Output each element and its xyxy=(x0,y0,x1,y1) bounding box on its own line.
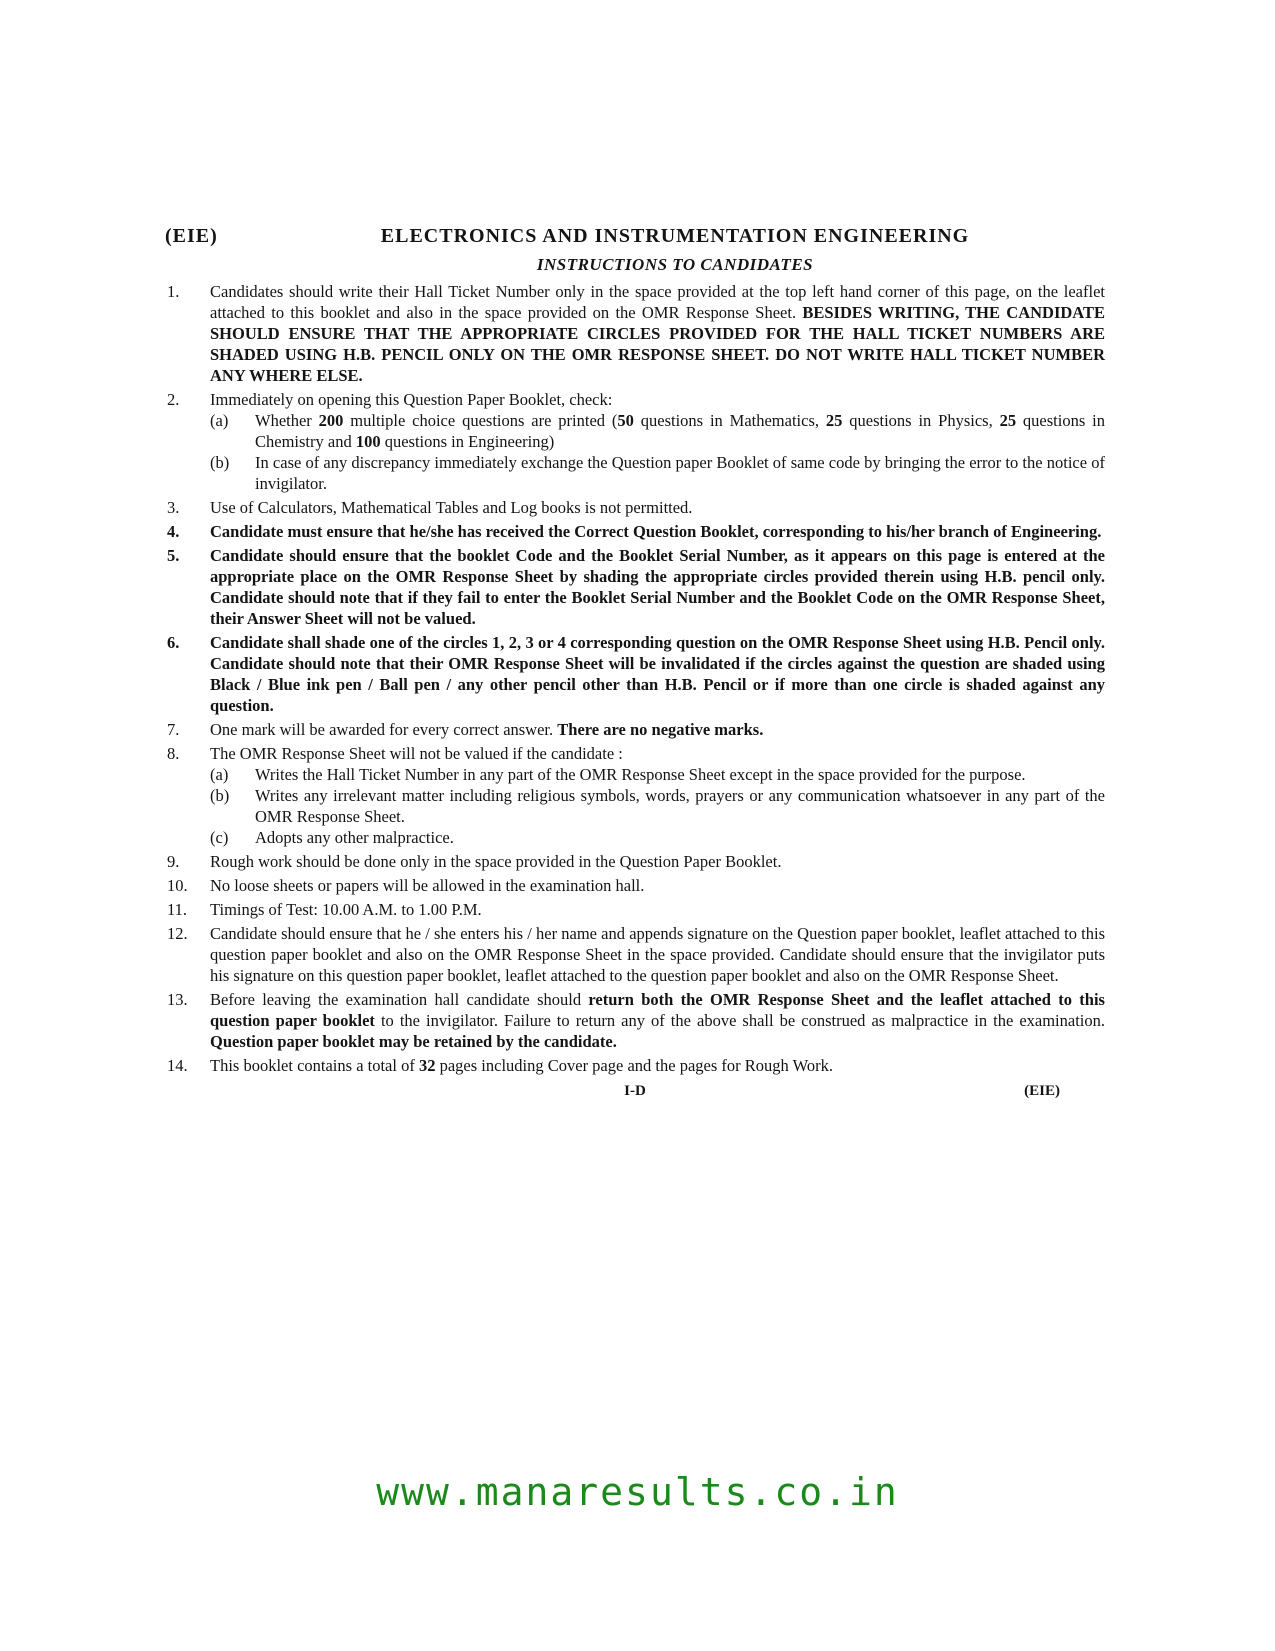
text-run: Candidate must ensure that he/she has received the Correct Question Booklet, corresponding to his/her branch of Engineering. xyxy=(210,522,1102,541)
text-run: pages including Cover page and the pages for Rough Work. xyxy=(435,1056,833,1075)
instruction-number: 8. xyxy=(167,744,180,763)
instruction-number: 13. xyxy=(167,990,188,1009)
text-run: questions in Engineering) xyxy=(380,432,555,451)
instruction-text xyxy=(210,1055,1105,1076)
sub-instruction-text xyxy=(255,410,1105,452)
page-footer xyxy=(165,1083,1105,1107)
instruction-text xyxy=(210,923,1105,986)
instruction-text xyxy=(210,875,1105,896)
text-run: The OMR Response Sheet will not be valued if the candidate : xyxy=(210,744,623,763)
text-run: 50 xyxy=(617,411,634,430)
text-run: This booklet contains a total of xyxy=(210,1056,419,1075)
instruction-item xyxy=(165,743,1105,764)
instruction-number: 4. xyxy=(167,522,180,541)
instruction-text xyxy=(210,497,1105,518)
text-run: to the invigilator. Failure to return any of the above shall be construed as malpractice in the examination. xyxy=(374,1011,1105,1030)
text-run: multiple choice questions are printed ( xyxy=(343,411,618,430)
instruction-number: 11. xyxy=(167,900,188,919)
sub-instruction-text xyxy=(255,452,1105,494)
sub-instruction-text xyxy=(255,827,1105,848)
instruction-list xyxy=(165,281,1105,1079)
text-run: 25 xyxy=(825,411,843,430)
instruction-text xyxy=(210,743,1105,764)
text-run: One mark will be awarded for every correct answer. xyxy=(210,720,558,739)
sub-instruction-item xyxy=(165,827,1105,848)
instruction-text xyxy=(210,632,1105,716)
text-run: Writes the Hall Ticket Number in any part of the OMR Response Sheet except in the space provided for the purpose. xyxy=(255,765,1026,784)
text-run: questions in Mathematics, xyxy=(633,411,826,430)
text-run: questions in Chemistry and xyxy=(255,411,1105,451)
text-run: In case of any discrepancy immediately exchange the Question paper Booklet of same code by bringing the error to the notice of invigilator. xyxy=(255,453,1105,493)
sub-instruction-item xyxy=(165,410,1105,452)
sub-instruction-item xyxy=(165,764,1105,785)
instruction-number: 12. xyxy=(167,924,188,943)
sub-instruction-item xyxy=(165,452,1105,494)
page-header xyxy=(165,225,1105,255)
instruction-text xyxy=(210,989,1105,1052)
text-run: Immediately on opening this Question Paper Booklet, check: xyxy=(210,390,613,409)
sub-instruction-label: (a) xyxy=(210,411,229,430)
footer-code: (EIE) xyxy=(1024,1083,1060,1099)
instruction-item xyxy=(165,545,1105,629)
text-run: Candidate should ensure that he / she enters his / her name and appends signature on the Question paper booklet, leaflet attached to this question paper booklet and also on the OMR Response Sheet in the space provided. Candidate should ensure that the invigilator puts his signature on this question paper booklet, leaflet attached to the question paper booklet and also on the OMR Response Sheet. xyxy=(210,924,1105,985)
text-run: There are no negative marks. xyxy=(557,720,764,739)
instruction-item xyxy=(165,497,1105,518)
instruction-text xyxy=(210,281,1105,386)
text-run: Whether xyxy=(255,411,319,430)
instruction-item xyxy=(165,923,1105,986)
text-run: Use of Calculators, Mathematical Tables and Log books is not permitted. xyxy=(210,498,693,517)
instruction-item xyxy=(165,899,1105,920)
instruction-number: 5. xyxy=(167,546,180,565)
text-run: questions in Physics, xyxy=(842,411,1000,430)
instruction-item xyxy=(165,632,1105,716)
text-run: Writes any irrelevant matter including religious symbols, words, prayers or any communication whatsoever in any part of the OMR Response Sheet. xyxy=(255,786,1105,826)
instruction-number: 1. xyxy=(167,282,180,301)
instruction-item xyxy=(165,719,1105,740)
sub-instruction-label: (c) xyxy=(210,828,229,847)
instruction-number: 7. xyxy=(167,720,180,739)
instruction-number: 3. xyxy=(167,498,180,517)
instruction-page xyxy=(165,225,1105,1107)
text-run: return both the OMR Response Sheet and the leaflet attached to this question paper booklet xyxy=(210,990,1105,1030)
branch-code: (EIE) xyxy=(165,225,218,247)
watermark-url: www.manaresults.co.in xyxy=(376,1470,899,1514)
instruction-text xyxy=(210,521,1105,542)
text-run: BESIDES WRITING, THE CANDIDATE SHOULD ENSURE THAT THE APPROPRIATE CIRCLES PROVIDED FOR THE HALL TICKET NUMBERS ARE SHADED USING H.B. PENCIL ONLY ON THE OMR RESPONSE SHEET. DO NOT WRITE HALL TICKET NUMBER ANY WHERE ELSE. xyxy=(210,303,1106,385)
instruction-text xyxy=(210,851,1105,872)
text-run: 200 xyxy=(318,411,344,430)
instruction-item xyxy=(165,989,1105,1052)
instruction-item xyxy=(165,389,1105,410)
instruction-number: 2. xyxy=(167,390,180,409)
text-run: Rough work should be done only in the space provided in the Question Paper Booklet. xyxy=(210,852,782,871)
text-run: 100 xyxy=(355,432,381,451)
sub-instruction-label: (b) xyxy=(210,453,230,472)
text-run: Candidate should ensure that the booklet Code and the Booklet Serial Number, as it appears on this page is entered at the appropriate place on the OMR Response Sheet by shading the appropriate circles provided therein using H.B. pencil only. Candidate should note that if they fail to enter the Booklet Serial Number and the Booklet Code on the OMR Response Sheet, their Answer Sheet will not be valued. xyxy=(210,546,1105,628)
text-run: 25 xyxy=(999,411,1017,430)
sub-instruction-label: (b) xyxy=(210,786,230,805)
instruction-item xyxy=(165,851,1105,872)
sub-instruction-text xyxy=(255,764,1105,785)
instruction-number: 9. xyxy=(167,852,180,871)
text-run: No loose sheets or papers will be allowed in the examination hall. xyxy=(210,876,645,895)
instruction-text xyxy=(210,389,1105,410)
text-run: Adopts any other malpractice. xyxy=(255,828,454,847)
instruction-text xyxy=(210,719,1105,740)
instruction-number: 10. xyxy=(167,876,188,895)
instruction-item xyxy=(165,521,1105,542)
text-run: Candidates should write their Hall Ticket Number only in the space provided at the top left hand corner of this page, on the leaflet attached to this booklet and also in the space provided on the OMR Response Sheet. xyxy=(210,282,1105,322)
instruction-number: 14. xyxy=(167,1056,188,1075)
instructions-heading: INSTRUCTIONS TO CANDIDATES xyxy=(536,255,814,274)
page-number: I-D xyxy=(624,1083,646,1099)
text-run: Question paper booklet may be retained by the candidate. xyxy=(210,1032,617,1051)
instruction-text xyxy=(210,899,1105,920)
page-title: ELECTRONICS AND INSTRUMENTATION ENGINEERING xyxy=(380,225,970,247)
sub-instruction-item xyxy=(165,785,1105,827)
text-run: 32 xyxy=(418,1056,436,1075)
sub-instruction-label: (a) xyxy=(210,765,229,784)
instruction-item xyxy=(165,281,1105,386)
instruction-text xyxy=(210,545,1105,629)
text-run: Timings of Test: 10.00 A.M. to 1.00 P.M. xyxy=(210,900,482,919)
instruction-item xyxy=(165,875,1105,896)
instruction-item xyxy=(165,1055,1105,1076)
text-run: Before leaving the examination hall candidate should xyxy=(210,990,589,1009)
sub-instruction-text xyxy=(255,785,1105,827)
text-run: Candidate shall shade one of the circles 1, 2, 3 or 4 corresponding question on the OMR Response Sheet using H.B. Pencil only. Candidate should note that their OMR Response Sheet will be invalidated if the circles against the question are shaded using Black / Blue ink pen / Ball pen / any other pencil other than H.B. Pencil or if more than one circle is shaded against any question. xyxy=(210,633,1105,715)
instruction-number: 6. xyxy=(167,633,180,652)
